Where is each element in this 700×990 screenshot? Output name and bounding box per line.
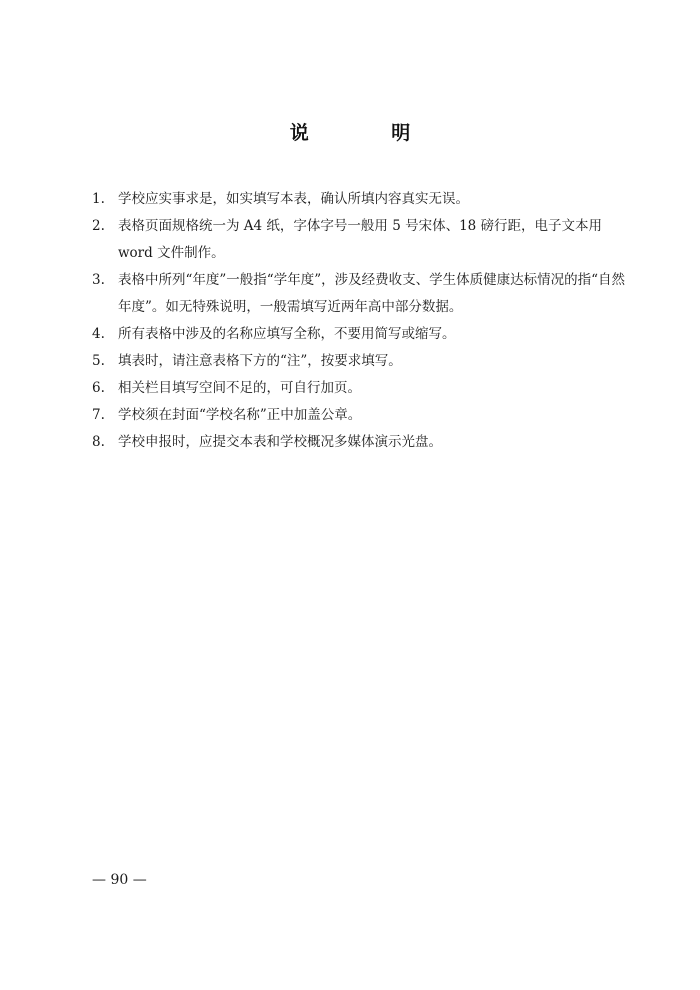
item-number: 1.: [92, 191, 105, 207]
list-item: [92, 186, 632, 213]
list-item: [92, 321, 632, 348]
item-text: 相关栏目填写空间不足的，可自行加页。: [118, 380, 361, 396]
list-item: [92, 402, 632, 429]
item-number: 4.: [92, 326, 105, 342]
list-item: [92, 429, 632, 456]
instructions-list: [92, 186, 632, 456]
item-text: 表格页面规格统一为 A4 纸，字体字号一般用 5 号宋体、18 磅行距，电子文本用 word 文件制作。: [118, 218, 603, 261]
page-title: 说 明: [289, 122, 449, 144]
item-text: 填表时，请注意表格下方的“注”，按要求填写。: [118, 353, 402, 369]
item-text: 所有表格中涉及的名称应填写全称，不要用简写或缩写。: [118, 326, 456, 342]
item-text: 学校申报时，应提交本表和学校概况多媒体演示光盘。: [118, 434, 442, 450]
item-text: 表格中所列“年度”一般指“学年度”，涉及经费收支、学生体质健康达标情况的指“自然年度”。如无特殊说明，一般需填写近两年高中部分数据。: [118, 272, 626, 315]
list-item: [92, 267, 632, 321]
item-number: 2.: [92, 218, 105, 234]
list-item: [92, 213, 632, 267]
item-number: 8.: [92, 434, 105, 450]
page-number: — 90 —: [92, 872, 147, 888]
item-text: 学校应实事求是，如实填写本表，确认所填内容真实无误。: [118, 191, 469, 207]
list-item: [92, 348, 632, 375]
item-number: 3.: [92, 272, 105, 288]
item-number: 5.: [92, 353, 105, 369]
item-text: 学校须在封面“学校名称”正中加盖公章。: [118, 407, 362, 423]
item-number: 7.: [92, 407, 105, 423]
list-item: [92, 375, 632, 402]
item-number: 6.: [92, 380, 105, 396]
